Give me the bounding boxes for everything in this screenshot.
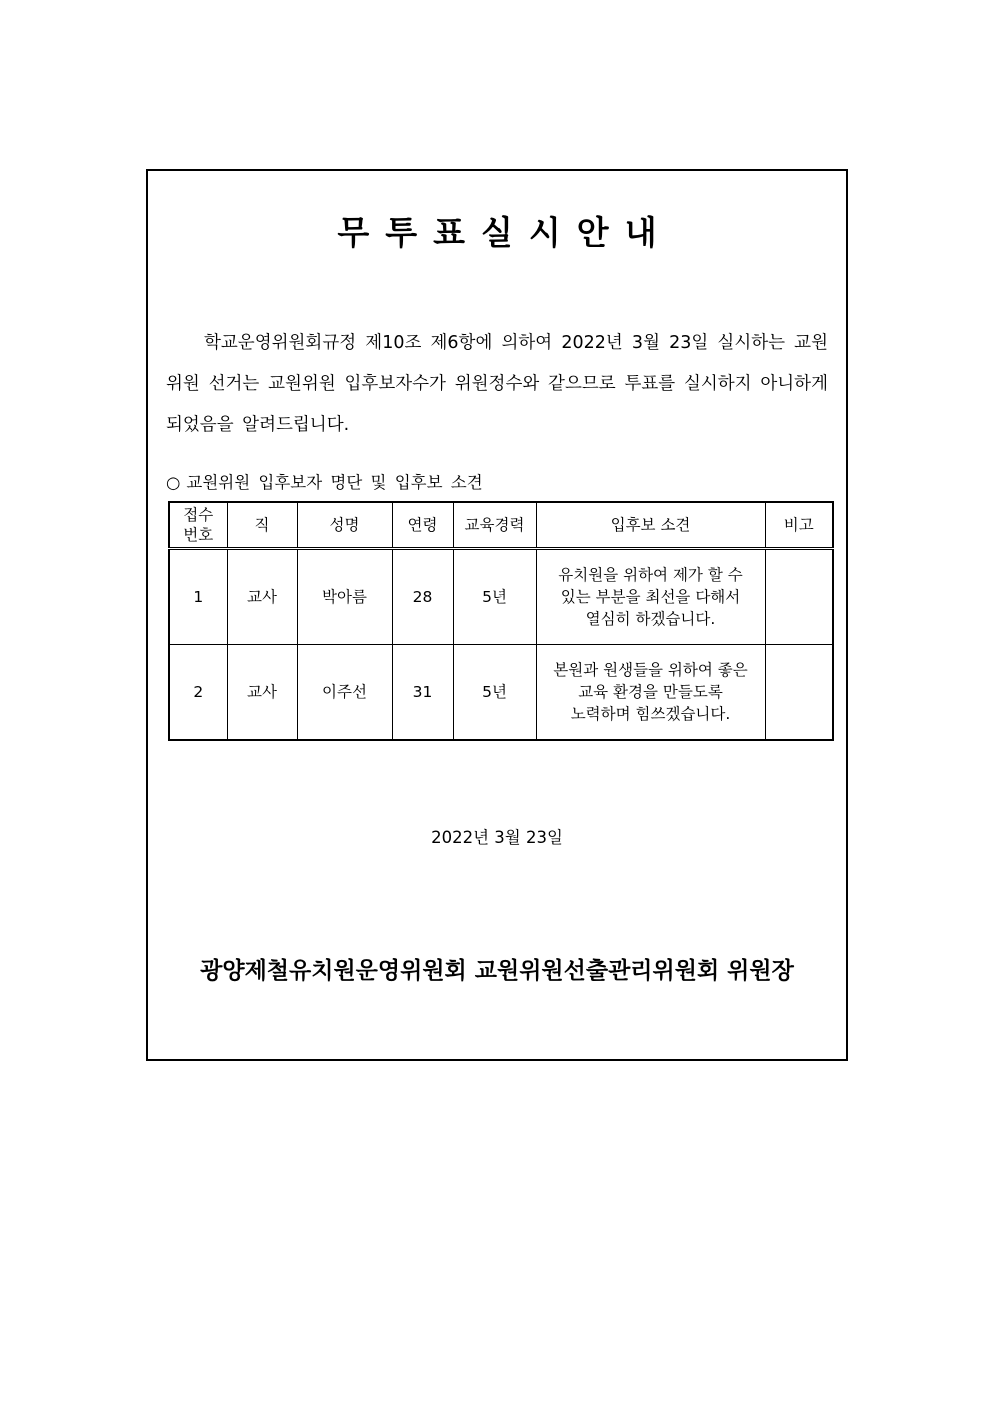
header-number-line1: 접수	[183, 506, 214, 524]
cell-position: 교사	[227, 645, 297, 741]
candidate-table	[168, 501, 834, 741]
cell-statement	[536, 645, 765, 741]
cell-name: 이주선	[297, 645, 392, 741]
header-career: 교육경력	[453, 502, 536, 549]
cell-name: 박아름	[297, 549, 392, 645]
header-number-line2: 번호	[183, 526, 214, 544]
cell-number: 2	[169, 645, 227, 741]
cell-position: 교사	[227, 549, 297, 645]
header-position: 직	[227, 502, 297, 549]
header-number	[169, 502, 227, 549]
cell-career: 5년	[453, 549, 536, 645]
header-remarks: 비고	[765, 502, 833, 549]
notice-frame	[146, 169, 848, 1061]
statement-line: 교육 환경을 만들도록	[578, 683, 723, 701]
statement-line: 열심히 하겠습니다.	[585, 610, 716, 628]
cell-statement	[536, 549, 765, 645]
table-row	[169, 549, 833, 645]
header-name: 성명	[297, 502, 392, 549]
cell-remarks	[765, 549, 833, 645]
cell-age: 28	[392, 549, 453, 645]
circle-bullet-icon: ○	[166, 473, 181, 492]
table-row	[169, 645, 833, 741]
candidate-list-heading	[166, 469, 483, 497]
table-header-row	[169, 502, 833, 549]
signature-line: 광양제철유치원운영위원회 교원위원선출관리위원회 위원장	[200, 957, 794, 984]
statement-line: 있는 부분을 최선을 다해서	[560, 588, 741, 606]
cell-age: 31	[392, 645, 453, 741]
header-age: 연령	[392, 502, 453, 549]
cell-number: 1	[169, 549, 227, 645]
notice-paragraph: 학교운영위원회규정 제10조 제6항에 의하여 2022년 3월 23일 실시하는 교원위원 선거는 교원위원 입후보자수가 위원정수와 같으므로 투표를 실시하지 아니하게 되었음을 알려드립니다.	[166, 333, 828, 435]
document-title: 무투표실시안내	[337, 213, 673, 252]
candidate-list-heading-text: 교원위원 입후보자 명단 및 입후보 소견	[186, 473, 483, 492]
header-statement: 입후보 소견	[536, 502, 765, 549]
cell-career: 5년	[453, 645, 536, 741]
statement-line: 본원과 원생들을 위하여 좋은	[553, 661, 748, 679]
document-date: 2022년 3월 23일	[431, 828, 563, 847]
statement-line: 유치원을 위하여 제가 할 수	[558, 566, 743, 584]
cell-remarks	[765, 645, 833, 741]
statement-line: 노력하며 힘쓰겠습니다.	[570, 705, 731, 723]
